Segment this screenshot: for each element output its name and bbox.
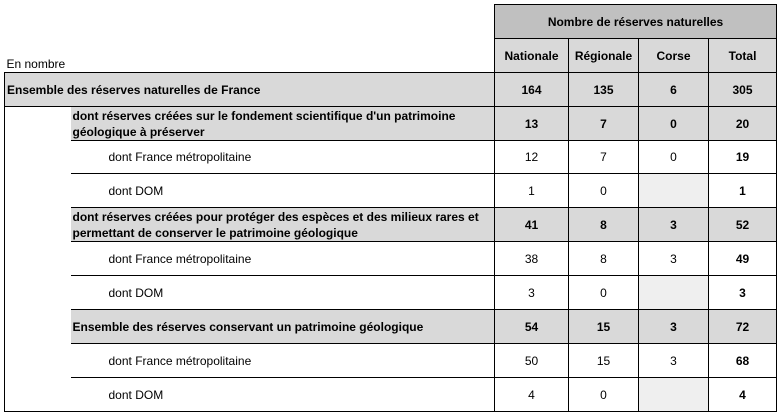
cell-regionale: 8	[569, 208, 639, 242]
cell-nationale: 164	[495, 73, 569, 107]
cell-nationale: 3	[495, 276, 569, 310]
indent-cell	[5, 141, 71, 174]
table-row	[5, 344, 777, 378]
cell-corse: 3	[639, 310, 709, 344]
cell-regionale: 135	[569, 73, 639, 107]
col-header-total: Total	[709, 39, 777, 73]
cell-nationale: 50	[495, 344, 569, 378]
cell-total: 20	[709, 107, 777, 141]
cell-regionale: 8	[569, 242, 639, 276]
col-header-corse: Corse	[639, 39, 709, 73]
row-label: Ensemble des réserves naturelles de France	[5, 73, 495, 107]
indent-cell	[5, 107, 71, 141]
row-label: dont France métropolitaine	[71, 344, 495, 378]
cell-nationale: 41	[495, 208, 569, 242]
cell-nationale: 54	[495, 310, 569, 344]
indent-cell	[5, 276, 71, 310]
cell-corse: 3	[639, 344, 709, 378]
reserves-table	[4, 4, 777, 412]
cell-corse: 6	[639, 73, 709, 107]
table-row	[5, 242, 777, 276]
cell-total: 72	[709, 310, 777, 344]
cell-corse: 0	[639, 107, 709, 141]
cell-total: 3	[709, 276, 777, 310]
cell-regionale: 0	[569, 276, 639, 310]
table-row	[5, 141, 777, 174]
indent-cell	[5, 310, 71, 344]
cell-corse: 0	[639, 141, 709, 174]
row-label: dont DOM	[71, 378, 495, 412]
row-label: Ensemble des réserves conservant un patrimoine géologique	[71, 310, 495, 344]
row-label: dont France métropolitaine	[71, 141, 495, 174]
row-label: dont France métropolitaine	[71, 242, 495, 276]
row-label: dont DOM	[71, 174, 495, 208]
cell-corse: 3	[639, 242, 709, 276]
row-label: dont DOM	[71, 276, 495, 310]
cell-corse	[639, 378, 709, 412]
cell-nationale: 4	[495, 378, 569, 412]
cell-total: 49	[709, 242, 777, 276]
cell-corse: 3	[639, 208, 709, 242]
table-row	[5, 174, 777, 208]
row-label: dont réserves créées sur le fondement scientifique d'un patrimoine géologique à préserver	[71, 107, 495, 141]
header-blank	[5, 5, 495, 39]
indent-cell	[5, 174, 71, 208]
cell-corse	[639, 174, 709, 208]
table-row	[5, 208, 777, 242]
cell-nationale: 13	[495, 107, 569, 141]
table-row	[5, 378, 777, 412]
cell-nationale: 38	[495, 242, 569, 276]
cell-nationale: 1	[495, 174, 569, 208]
cell-total: 19	[709, 141, 777, 174]
cell-regionale: 0	[569, 174, 639, 208]
cell-total: 1	[709, 174, 777, 208]
indent-cell	[5, 344, 71, 378]
cell-nationale: 12	[495, 141, 569, 174]
cell-regionale: 15	[569, 344, 639, 378]
indent-cell	[5, 378, 71, 412]
cell-total: 52	[709, 208, 777, 242]
indent-cell	[5, 208, 71, 242]
indent-cell	[5, 242, 71, 276]
header-group: Nombre de réserves naturelles	[495, 5, 777, 39]
unit-label: En nombre	[6, 57, 66, 71]
table-row	[5, 73, 777, 107]
table-row	[5, 276, 777, 310]
cell-corse	[639, 276, 709, 310]
cell-total: 68	[709, 344, 777, 378]
col-header-regionale: Régionale	[569, 39, 639, 73]
cell-regionale: 7	[569, 141, 639, 174]
cell-total: 305	[709, 73, 777, 107]
col-header-nationale: Nationale	[495, 39, 569, 73]
cell-total: 4	[709, 378, 777, 412]
cell-regionale: 0	[569, 378, 639, 412]
cell-regionale: 7	[569, 107, 639, 141]
table-row	[5, 310, 777, 344]
cell-regionale: 15	[569, 310, 639, 344]
table-row	[5, 107, 777, 141]
row-label: dont réserves créées pour protéger des espèces et des milieux rares et permettant de conserver le patrimoine géologique	[71, 208, 495, 242]
